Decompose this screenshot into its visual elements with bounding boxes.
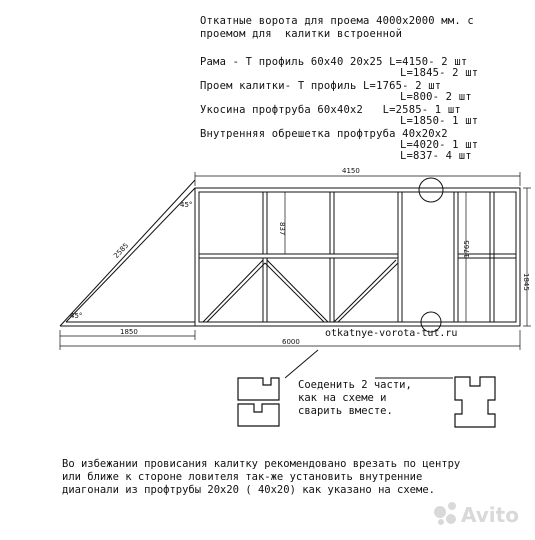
dim-top: 4150: [342, 167, 360, 175]
dim-tail: 1850: [120, 328, 138, 336]
site-watermark: otkatnye-vorota-tut.ru: [325, 328, 458, 339]
joint-detail-left: [238, 378, 279, 426]
dimension-lines: [60, 172, 531, 350]
joint-detail-right: [455, 377, 495, 427]
spec-gate-line2: L=800- 2 шт: [400, 91, 472, 103]
avito-text: Avito: [461, 503, 519, 527]
wicket-frame: [398, 192, 516, 322]
spec-brace-line1: Укосина профтруба 60х40х2 L=2585- 1 шт: [200, 104, 461, 116]
spec-frame-line1: Рама - Т профиль 60х40 20х25 L=4150- 2 шт: [200, 56, 468, 68]
dim-wicket-height: 1765: [463, 240, 471, 258]
dim-inner-height: 837: [278, 222, 286, 236]
spec-title-line1: Откатные ворота для проема 4000х2000 мм. с: [200, 15, 474, 27]
spec-title-line2: проемом для калитки встроенной: [200, 28, 403, 40]
note-line1: Во избежании провисания калитку рекомендовано врезать по центру: [62, 458, 461, 470]
note-line2: или ближе к стороне ловителя так-же установить внутренние: [62, 471, 423, 483]
dim-diagonal: 2585: [112, 241, 131, 261]
spec-inner-line3: L=837- 4 шт: [400, 150, 472, 162]
dim-height: 1845: [522, 273, 530, 291]
spec-brace-line2: L=1850- 1 шт: [400, 115, 479, 127]
callout-line1: Соеденить 2 части,: [298, 379, 412, 391]
inner-verticals: [263, 192, 334, 322]
callout-line2: как на схеме и: [298, 392, 387, 404]
note-line3: диагонали из профтрубы 20х20 ( 40х20) как указано на схеме.: [62, 484, 435, 496]
gate-frame: [195, 188, 520, 326]
spec-inner-line1: Внутренняя обрешетка профтруба 40х20х2: [200, 128, 448, 140]
mid-rail: [199, 254, 398, 258]
angle-top: 45°: [180, 201, 193, 209]
angle-bottom: 45°: [70, 312, 83, 320]
tail-brace: [60, 180, 195, 326]
spec-gate-line1: Проем калитки- Т профиль L=1765- 2 шт: [200, 80, 442, 92]
avito-logo: [434, 502, 519, 527]
spec-inner-line2: L=4020- 1 шт: [400, 139, 479, 151]
detail-circle-top: [419, 178, 443, 202]
inner-diagonals: [203, 260, 398, 322]
callout-pointer: [285, 350, 318, 378]
callout-line3: сварить вместе.: [298, 405, 393, 417]
spec-frame-line2: L=1845- 2 шт: [400, 67, 479, 79]
dim-total: 6000: [282, 338, 300, 346]
